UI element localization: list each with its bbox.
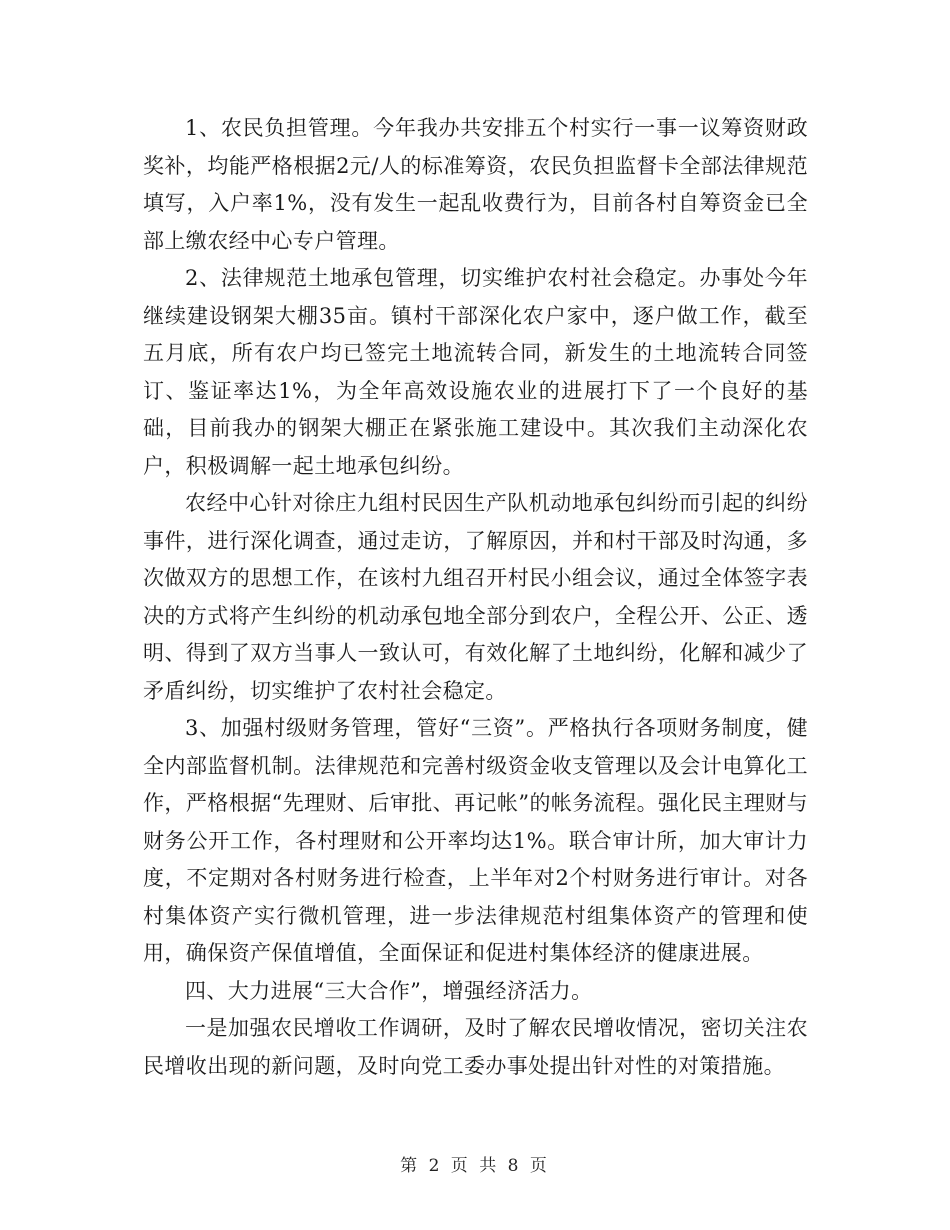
section-heading-cooperation: 四、大力进展“三大合作”，增强经济活力。	[185, 978, 593, 1003]
paragraph-farmer-burden: 1、农民负担管理。今年我办共安排五个村实行一事一议筹资财政奖补，均能严格根据2元/人的标准筹资，农民负担监督卡全部法律规范填写，入户率1%，没有发生一起乱收费行为，目前各村自筹资金已全部上缴农经中心专户管理。	[143, 116, 808, 253]
paragraph-income-research: 一是加强农民增收工作调研，及时了解农民增收情况，密切关注农民增收出现的新问题，及时向党工委办事处提出针对性的对策措施。	[143, 1016, 808, 1078]
paragraph-land-contract: 2、法律规范土地承包管理，切实维护农村社会稳定。办事处今年继续建设钢架大棚35亩。镇村干部深化农户家中，逐户做工作，截至五月底，所有农户均已签完土地流转合同，新发生的土地流转合同签订、鉴证率达1%，为全年高效设施农业的进展打下了一个良好的基础，目前我办的钢架大棚正在紧张施工建设中。其次我们主动深化农户，积极调解一起土地承包纠纷。	[143, 266, 808, 478]
document-body	[143, 110, 808, 1085]
paragraph-dispute-case: 农经中心针对徐庄九组村民因生产队机动地承包纠纷而引起的纠纷事件，进行深化调查，通过走访，了解原因，并和村干部及时沟通，多次做双方的思想工作，在该村九组召开村民小组会议，通过全体签字表决的方式将产生纠纷的机动承包地全部分到农户，全程公开、公正、透明、得到了双方当事人一致认可，有效化解了土地纠纷，化解和减少了矛盾纠纷，切实维护了农村社会稳定。	[143, 491, 808, 703]
paragraph-village-finance: 3、加强村级财务管理，管好“三资”。严格执行各项财务制度，健全内部监督机制。法律规范和完善村级资金收支管理以及会计电算化工作，严格根据“先理财、后审批、再记帐”的帐务流程。强化民主理财与财务公开工作，各村理财和公开率均达1%。联合审计所，加大审计力度，不定期对各村财务进行检查，上半年对2个村财务进行审计。对各村集体资产实行微机管理，进一步法律规范村组集体资产的管理和使用，确保资产保值增值，全面保证和促进村集体经济的健康进展。	[143, 716, 808, 965]
page-number-footer: 第 2 页 共 8 页	[400, 1156, 550, 1176]
